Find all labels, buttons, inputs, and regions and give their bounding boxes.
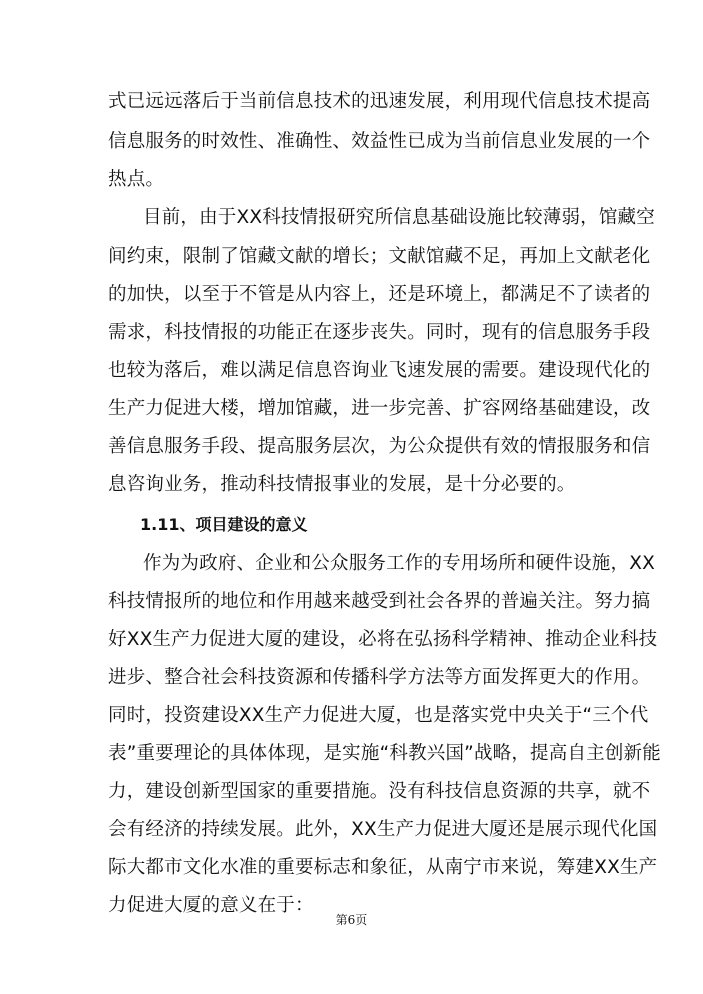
paragraph-2-line-8: 息咨询业务，推动科技情报事业的发展，是十分必要的。: [108, 474, 576, 495]
paragraph-1-line-2: 信息服务的时效性、准确性、效益性已成为当前信息业发展的一个: [108, 131, 651, 152]
paragraph-2-line-5: 也较为落后，难以满足信息咨询业飞速发展的需要。建设现代化的: [108, 360, 651, 381]
paragraph-3-line-1: 作为为政府、企业和公众服务工作的专用场所和硬件设施，XX: [143, 553, 655, 574]
paragraph-3-line-10: 力促进大厦的意义在于：: [108, 895, 314, 916]
paragraph-3-line-7: 力，建设创新型国家的重要措施。没有科技信息资源的共享，就不: [108, 781, 651, 802]
paragraph-3-line-2: 科技情报所的地位和作用越来越受到社会各界的普遍关注。努力搞: [108, 591, 651, 612]
page-number: 第6页: [335, 913, 368, 927]
paragraph-3-line-9: 际大都市文化水准的重要标志和象征，从南宁市来说，筹建XX生产: [108, 857, 658, 878]
paragraph-2-line-7: 善信息服务手段、提高服务层次，为公众提供有效的情报服务和信: [108, 436, 651, 457]
section-heading: 1.11、项目建设的意义: [140, 515, 308, 534]
paragraph-1-line-3: 热点。: [108, 169, 165, 190]
paragraph-3-line-8: 会有经济的持续发展。此外，XX生产力促进大厦还是展示现代化国: [108, 819, 658, 840]
paragraph-3-line-4: 进步、整合社会科技资源和传播科学方法等方面发挥更大的作用。: [108, 667, 651, 688]
paragraph-3-line-6: 表”重要理论的具体体现，是实施“科教兴国”战略，提高自主创新能: [108, 743, 661, 764]
paragraph-2-line-3: 的加快，以至于不管是从内容上，还是环境上，都满足不了读者的: [108, 284, 651, 305]
paragraph-3-line-3: 好XX生产力促进大厦的建设，必将在弘扬科学精神、推动企业科技: [108, 629, 658, 650]
paragraph-2-line-2: 间约束，限制了馆藏文献的增长；文献馆藏不足，再加上文献老化: [108, 246, 651, 267]
paragraph-2-line-1: 目前，由于XX科技情报研究所信息基础设施比较薄弱，馆藏空: [143, 207, 655, 228]
paragraph-2-line-4: 需求，科技情报的功能正在逐步丧失。同时，现有的信息服务手段: [108, 322, 651, 343]
paragraph-1-line-1: 式已远远落后于当前信息技术的迅速发展，利用现代信息技术提高: [108, 91, 651, 112]
paragraph-3-line-5: 同时，投资建设XX生产力促进大厦，也是落实党中央关于“三个代: [108, 705, 649, 726]
paragraph-2-line-6: 生产力促进大楼，增加馆藏，进一步完善、扩容网络基础建设，改: [108, 398, 651, 419]
